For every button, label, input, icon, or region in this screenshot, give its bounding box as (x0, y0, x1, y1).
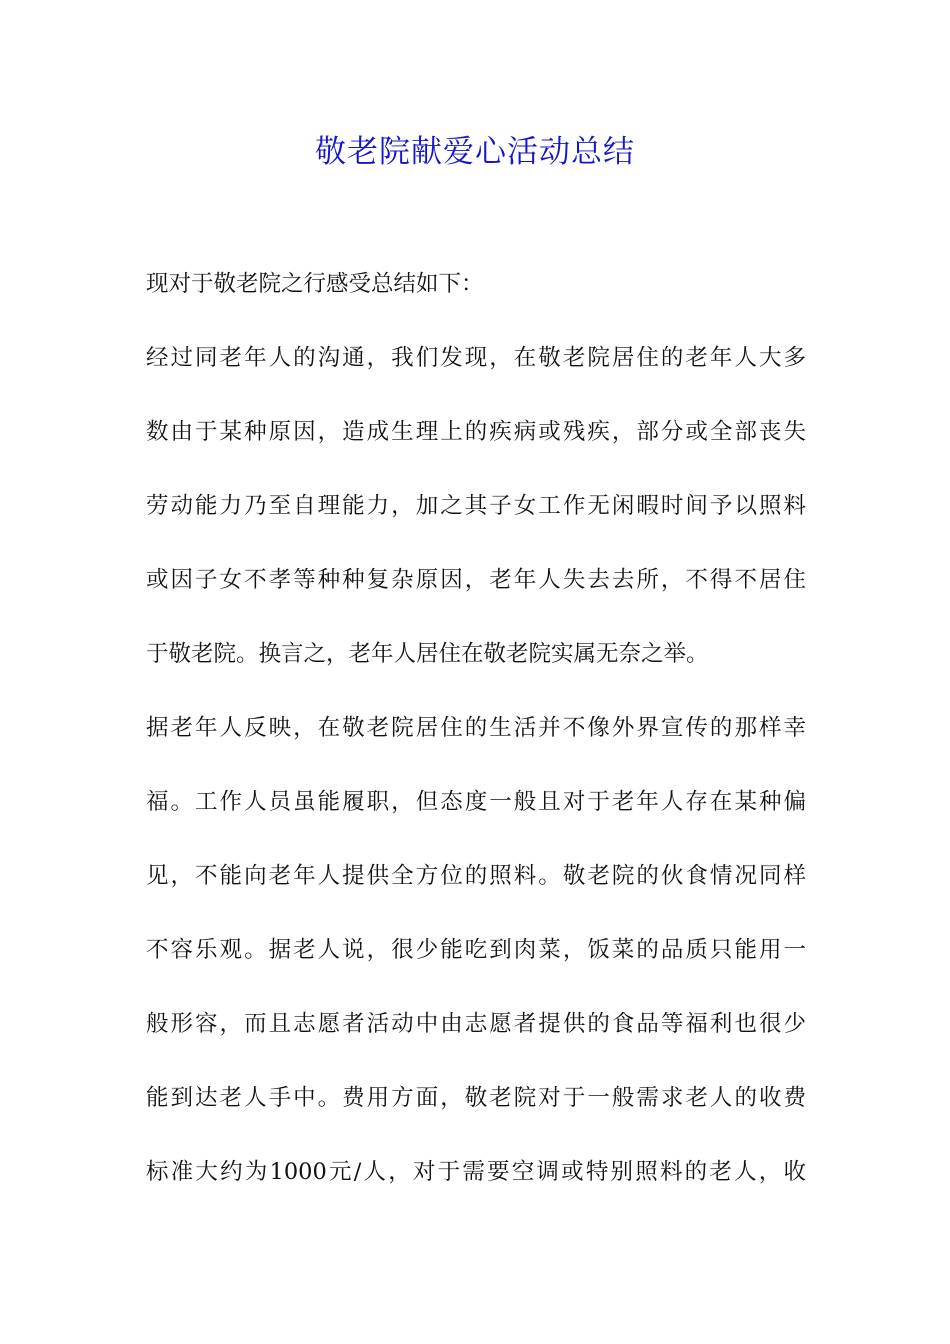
document-body (146, 264, 806, 1226)
paragraph-line: 数由于某种原因，造成生理上的疾病或残疾，部分或全部丧失 (146, 419, 806, 445)
document-title: 敬老院献爱心活动总结 (315, 134, 635, 170)
paragraph-line: 般形容，而且志愿者活动中由志愿者提供的食品等福利也很少 (146, 1011, 806, 1037)
paragraph-line: 经过同老年人的沟通，我们发现，在敬老院居住的老年人大多 (146, 345, 806, 371)
paragraph-line: 能到达老人手中。费用方面，敬老院对于一般需求老人的收费 (146, 1085, 806, 1111)
paragraph-line: 标准大约为1000元/人，对于需要空调或特别照料的老人，收 (146, 1159, 806, 1185)
paragraph-line: 劳动能力乃至自理能力，加之其子女工作无闲暇时间予以照料 (146, 493, 806, 519)
paragraph-line: 现对于敬老院之行感受总结如下： (146, 271, 484, 297)
paragraph-line: 于敬老院。换言之，老年人居住在敬老院实属无奈之举。 (146, 641, 709, 667)
paragraph-line: 不容乐观。据老人说，很少能吃到肉菜，饭菜的品质只能用一 (146, 937, 806, 963)
paragraph-line: 或因子女不孝等种种复杂原因，老年人失去去所，不得不居住 (146, 567, 806, 593)
paragraph-line: 据老年人反映，在敬老院居住的生活并不像外界宣传的那样幸 (146, 715, 806, 741)
paragraph-line: 福。工作人员虽能履职，但态度一般且对于老年人存在某种偏 (146, 789, 806, 815)
paragraph-line: 见，不能向老年人提供全方位的照料。敬老院的伙食情况同样 (146, 863, 806, 889)
